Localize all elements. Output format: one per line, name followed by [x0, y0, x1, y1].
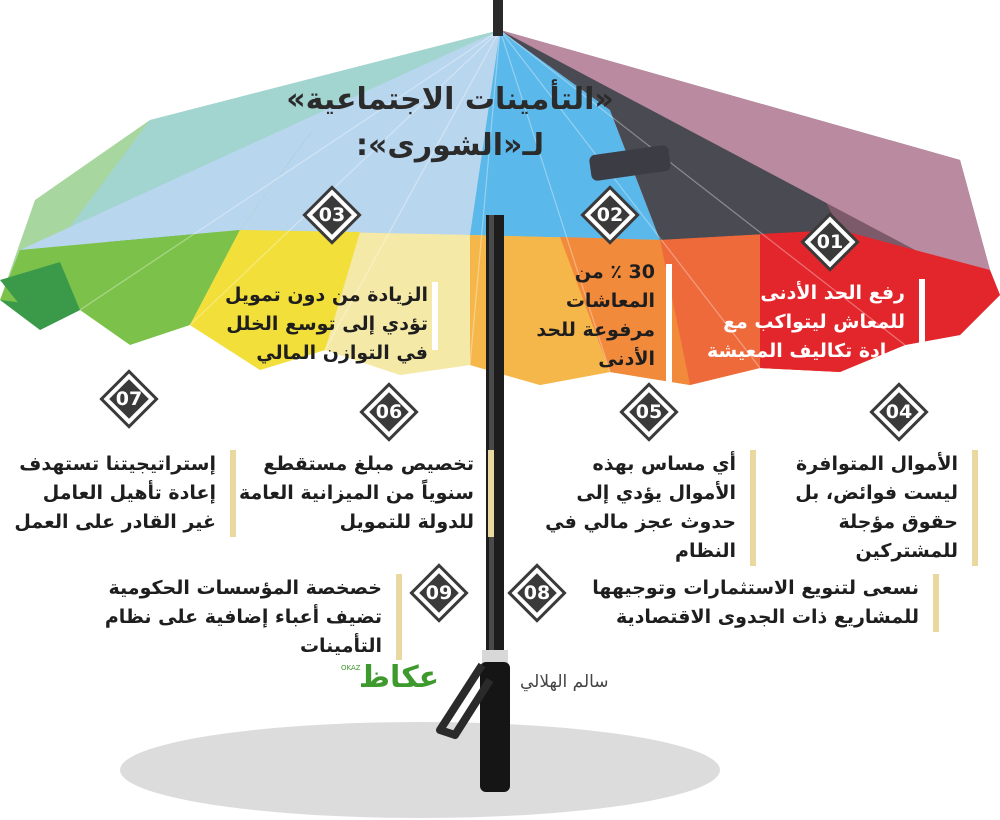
okaz-logo	[335, 656, 453, 696]
point-text-09: خصخصة المؤسسات الحكومية تضيف أعباء إضافية على نظام التأمينات	[52, 574, 402, 661]
logo-small-text: OKAZ	[341, 664, 361, 672]
point-badge-08: 08	[510, 566, 564, 620]
point-badge-04: 04	[872, 385, 926, 439]
point-bar-03	[432, 282, 438, 350]
title-line-2: لـ«الشورى»:	[356, 128, 544, 163]
point-text-01: رفع الحد الأدنى للمعاش ليتواكب مع زيادة تكاليف المعيشة	[705, 279, 925, 366]
umbrella-ring	[482, 650, 508, 664]
point-badge-07: 07	[102, 372, 156, 426]
point-badge-05: 05	[622, 385, 676, 439]
ground-shadow	[120, 722, 720, 818]
point-text-07: إستراتيجيتنا تستهدف إعادة تأهيل العامل غير القادر على العمل	[8, 450, 236, 537]
point-text-06: تخصيص مبلغ مستقطع سنوياً من الميزانية العامة للدولة للتمويل	[238, 450, 494, 537]
point-badge-03: 03	[305, 188, 359, 242]
point-badge-09: 09	[412, 566, 466, 620]
umbrella-tip	[493, 0, 503, 36]
point-text-05: أي مساس بهذه الأموال يؤدي إلى حدوث عجز مالي في النظام	[520, 450, 756, 566]
point-badge-06: 06	[362, 385, 416, 439]
point-badge-02: 02	[583, 188, 637, 242]
point-badge-01: 01	[803, 215, 857, 269]
point-text-03: الزيادة من دون تمويل تؤدي إلى توسع الخلل في التوازن المالي	[224, 284, 428, 364]
point-text-08: نسعى لتنويع الاستثمارات وتوجيهها للمشاريع ذات الجدوى الاقتصادية	[575, 574, 939, 632]
title-line-1: «التأمينات الاجتماعية»	[286, 82, 614, 117]
point-bar-02	[666, 264, 672, 382]
author-credit: سالم الهلالي	[520, 672, 609, 692]
point-text-04: الأموال المتوافرة ليست فوائض، بل حقوق مؤجلة للمشتركين	[758, 450, 978, 566]
point-text-02: 30 ٪ من المعاشات مرفوعة للحد الأدنى	[536, 261, 655, 370]
umbrella-shaft	[486, 215, 504, 655]
logo-wordmark: عكاظ	[358, 660, 440, 695]
